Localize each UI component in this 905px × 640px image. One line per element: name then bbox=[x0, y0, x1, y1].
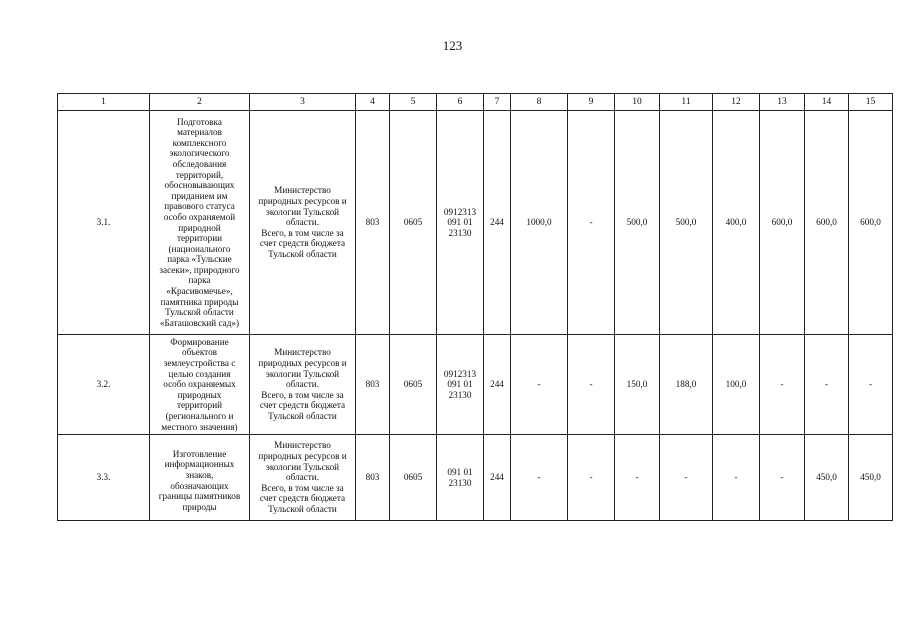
header-cell: 7 bbox=[484, 94, 511, 111]
value-cell: - bbox=[849, 335, 893, 435]
value-cell: - bbox=[805, 335, 849, 435]
header-cell: 11 bbox=[660, 94, 713, 111]
code-cell: 091 01 23130 bbox=[437, 435, 484, 521]
value-cell: - bbox=[713, 435, 760, 521]
value-cell: - bbox=[568, 435, 615, 521]
activity-cell: Подготовка материалов комплексного экологического обследования территорий, обосновывающих приданием им правового статуса особо охраняемой природной территории (национального парка «Тульские засеки», природного парка «Красивомечье», памятника природы Тульской области «Баташовский сад») bbox=[150, 111, 250, 335]
value-cell: - bbox=[511, 435, 568, 521]
code-cell: 803 bbox=[356, 111, 390, 335]
budget-table bbox=[57, 93, 893, 521]
header-cell: 15 bbox=[849, 94, 893, 111]
value-cell: - bbox=[568, 335, 615, 435]
code-cell: 803 bbox=[356, 435, 390, 521]
code-cell: 0912313 091 01 23130 bbox=[437, 111, 484, 335]
table-row bbox=[58, 435, 893, 521]
table-row bbox=[58, 111, 893, 335]
table-row bbox=[58, 335, 893, 435]
code-cell: 0605 bbox=[390, 435, 437, 521]
header-cell: 4 bbox=[356, 94, 390, 111]
value-cell: 150,0 bbox=[615, 335, 660, 435]
header-cell: 14 bbox=[805, 94, 849, 111]
row-number: 3.1. bbox=[58, 111, 150, 335]
row-number: 3.3. bbox=[58, 435, 150, 521]
code-cell: 0912313 091 01 23130 bbox=[437, 335, 484, 435]
code-cell: 244 bbox=[484, 435, 511, 521]
value-cell: 1000,0 bbox=[511, 111, 568, 335]
activity-cell: Изготовление информационных знаков, обозначающих границы памятников природы bbox=[150, 435, 250, 521]
header-cell: 13 bbox=[760, 94, 805, 111]
page-number: 123 bbox=[442, 38, 463, 53]
value-cell: - bbox=[511, 335, 568, 435]
executor-cell: Министерство природных ресурсов и экологии Тульской области. Всего, в том числе за счет средств бюджета Тульской области bbox=[250, 435, 356, 521]
header-cell: 3 bbox=[250, 94, 356, 111]
header-cell: 2 bbox=[150, 94, 250, 111]
value-cell: 100,0 bbox=[713, 335, 760, 435]
value-cell: 600,0 bbox=[805, 111, 849, 335]
value-cell: - bbox=[615, 435, 660, 521]
value-cell: 450,0 bbox=[849, 435, 893, 521]
executor-cell: Министерство природных ресурсов и экологии Тульской области. Всего, в том числе за счет средств бюджета Тульской области bbox=[250, 111, 356, 335]
code-cell: 803 bbox=[356, 335, 390, 435]
activity-cell: Формирование объектов землеустройства с целью создания особо охраняемых природных территорий (регионального и местного значения) bbox=[150, 335, 250, 435]
code-cell: 0605 bbox=[390, 335, 437, 435]
value-cell: - bbox=[760, 435, 805, 521]
code-cell: 0605 bbox=[390, 111, 437, 335]
code-cell: 244 bbox=[484, 111, 511, 335]
value-cell: 500,0 bbox=[615, 111, 660, 335]
header-cell: 5 bbox=[390, 94, 437, 111]
header-cell: 6 bbox=[437, 94, 484, 111]
value-cell: 450,0 bbox=[805, 435, 849, 521]
row-number: 3.2. bbox=[58, 335, 150, 435]
header-row bbox=[58, 94, 893, 111]
header-cell: 10 bbox=[615, 94, 660, 111]
code-cell: 244 bbox=[484, 335, 511, 435]
header-cell: 12 bbox=[713, 94, 760, 111]
value-cell: 600,0 bbox=[849, 111, 893, 335]
value-cell: - bbox=[760, 335, 805, 435]
header-cell: 1 bbox=[58, 94, 150, 111]
value-cell: 188,0 bbox=[660, 335, 713, 435]
value-cell: 600,0 bbox=[760, 111, 805, 335]
value-cell: - bbox=[568, 111, 615, 335]
executor-cell: Министерство природных ресурсов и экологии Тульской области. Всего, в том числе за счет средств бюджета Тульской области bbox=[250, 335, 356, 435]
header-cell: 8 bbox=[511, 94, 568, 111]
value-cell: 400,0 bbox=[713, 111, 760, 335]
value-cell: 500,0 bbox=[660, 111, 713, 335]
header-cell: 9 bbox=[568, 94, 615, 111]
value-cell: - bbox=[660, 435, 713, 521]
